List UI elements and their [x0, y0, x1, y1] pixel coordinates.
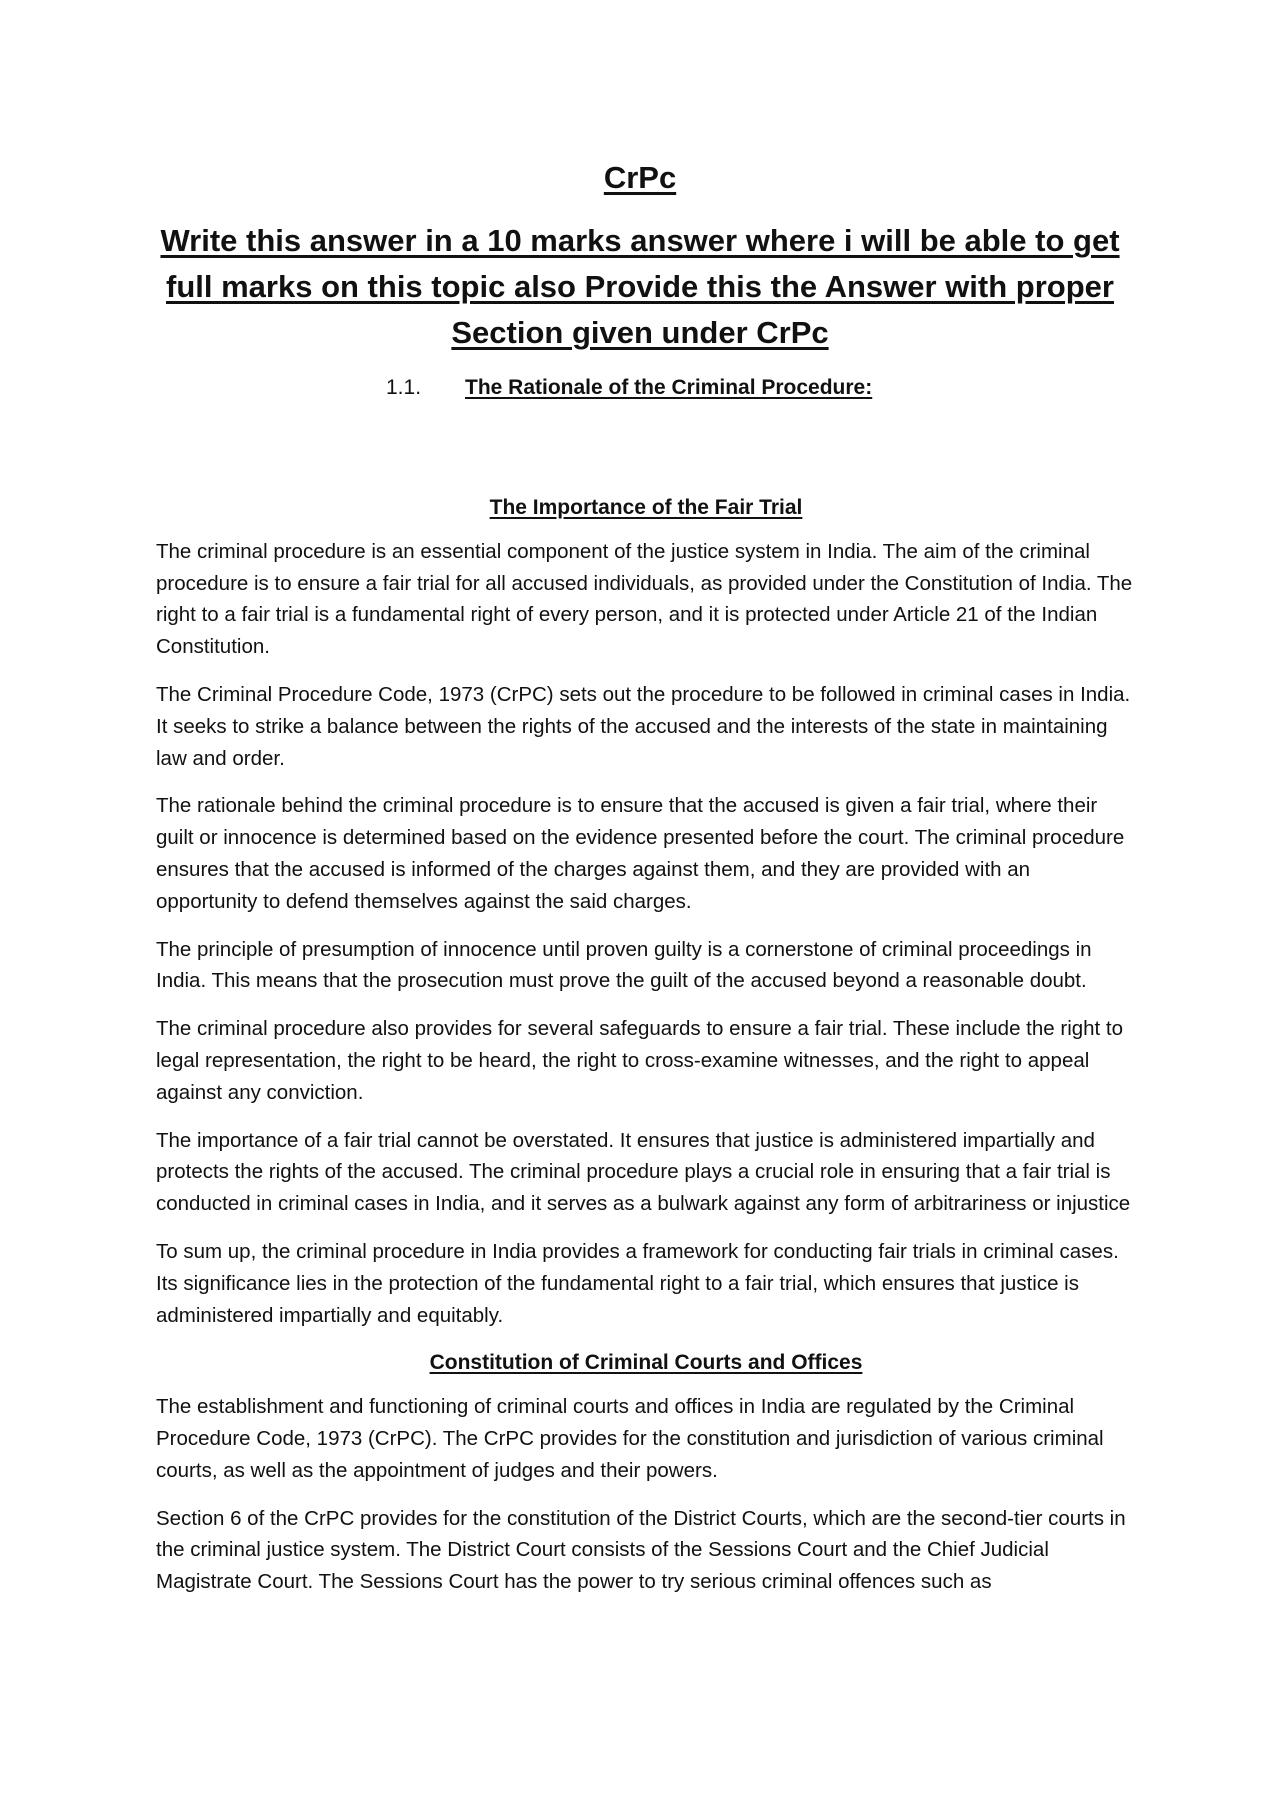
document-title: CrPc — [603, 160, 677, 195]
question-heading: Write this answer in a 10 marks answer where i will be able to get full marks on this topic also Provide this the Answer with proper Section given under CrPc — [160, 223, 1120, 350]
paragraph: The establishment and functioning of criminal courts and offices in India are regulated by the Criminal Procedure Code, 1973 (CrPC). The CrPC provides for the constitution and jurisdiction of various criminal courts, as well as the appointment of judges and their powers. — [156, 1395, 1104, 1482]
paragraph: To sum up, the criminal procedure in India provides a framework for conducting fair trials in criminal cases. Its significance lies in the protection of the fundamental right to a fair trial, which ensures that justice is administered impartially and equitably. — [156, 1239, 1119, 1327]
paragraph: The principle of presumption of innocence until proven guilty is a cornerstone of criminal proceedings in India. This means that the prosecution must prove the guilt of the accused beyond a reasonable doubt. — [156, 937, 1092, 993]
paragraph: The Criminal Procedure Code, 1973 (CrPC) sets out the procedure to be followed in criminal cases in India. It seeks to strike a balance between the rights of the accused and the interests of the state in maintaining law and order. — [156, 682, 1131, 770]
section-number: 1.1. — [386, 376, 422, 399]
document-body — [156, 492, 1136, 1614]
subheading-fair-trial: The Importance of the Fair Trial — [489, 496, 803, 519]
paragraph: The rationale behind the criminal procedure is to ensure that the accused is given a fair trial, where their guilt or innocence is determined based on the evidence presented before the court. The criminal procedure ensures that the accused is informed of the charges against them, and they are provided with an opportunity to defend themselves against the said charges. — [156, 794, 1125, 913]
paragraph: The criminal procedure is an essential component of the justice system in India. The aim of the criminal procedure is to ensure a fair trial for all accused individuals, as provided under the Constitution of India. The right to a fair trial is a fundamental right of every person, and it is protected under Article 21 of the Indian Constitution. — [156, 539, 1133, 659]
section-heading — [386, 376, 872, 400]
paragraph: Section 6 of the CrPC provides for the constitution of the District Courts, which are the second-tier courts in the criminal justice system. The District Court consists of the Sessions Court and the Chief Judicial Magistrate Court. The Sessions Court has the power to try serious criminal offences such as — [156, 1506, 1126, 1594]
section-title: The Rationale of the Criminal Procedure: — [465, 376, 873, 399]
paragraph: The importance of a fair trial cannot be overstated. It ensures that justice is administered impartially and protects the rights of the accused. The criminal procedure plays a crucial role in ensuring that a fair trial is conducted in criminal cases in India, and it serves as a bulwark against any form of arbitrariness or injustice — [156, 1128, 1131, 1216]
subheading-courts-offices: Constitution of Criminal Courts and Offices — [429, 1351, 863, 1375]
paragraph: The criminal procedure also provides for several safeguards to ensure a fair trial. These include the right to legal representation, the right to be heard, the right to cross-examine witnesses, and the right to appeal against any conviction. — [156, 1017, 1124, 1104]
